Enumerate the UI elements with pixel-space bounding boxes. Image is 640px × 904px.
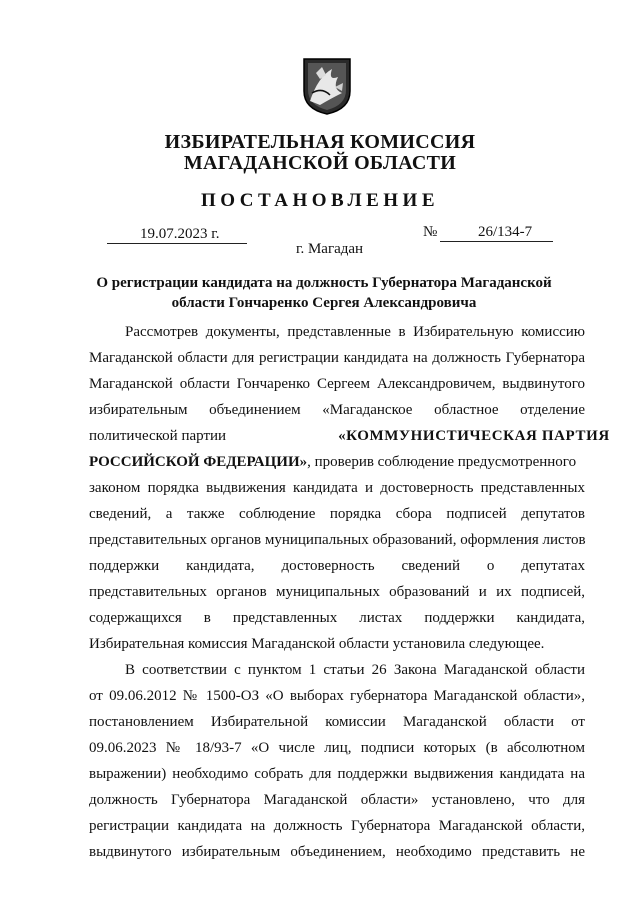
paragraph-line: выдвинутого избирательным объединением, необходимо представить не: [89, 844, 585, 860]
paragraph-line: регистрации кандидата на должность Губернатора Магаданской области,: [89, 818, 585, 834]
commission-name-line1: ИЗБИРАТЕЛЬНАЯ КОМИССИЯ: [164, 131, 476, 153]
city-label: г. Магадан: [296, 241, 364, 257]
commission-name-line2: МАГАДАНСКОЙ ОБЛАСТИ: [183, 152, 457, 174]
party-name-bold: РОССИЙСКОЙ ФЕДЕРАЦИИ»: [89, 454, 308, 470]
subject-line: О регистрации кандидата на должность Губернатора Магаданской: [96, 275, 552, 291]
paragraph-line: [89, 452, 585, 472]
document-date: 19.07.2023 г.: [140, 226, 220, 242]
paragraph-line: избирательным объединением «Магаданское областное отделение: [89, 402, 585, 418]
document-type-title: ПОСТАНОВЛЕНИЕ: [200, 190, 440, 211]
document-subject: [60, 273, 588, 313]
paragraph-text: политической партии: [89, 428, 227, 444]
paragraph-line: от 09.06.2012 № 1500-ОЗ «О выборах губернатора Магаданской области»,: [89, 688, 585, 704]
paragraph-line: Избирательная комиссия Магаданской области установила следующее.: [89, 636, 545, 652]
paragraph-line: представительных органов муниципальных образований и их подписей,: [89, 584, 585, 600]
number-underline: [440, 241, 553, 242]
paragraph-line: Рассмотрев документы, представленные в Избирательную комиссию: [125, 324, 585, 340]
paragraph-line: В соответствии с пунктом 1 статьи 26 Закона Магаданской области: [125, 662, 585, 678]
party-name-bold: «КОММУНИСТИЧЕСКАЯ ПАРТИЯ: [338, 428, 610, 444]
paragraph-line: постановлением Избирательной комиссии Магаданской области от: [89, 714, 585, 730]
paragraph-line: содержащихся в представленных листах поддержки кандидата,: [89, 610, 585, 626]
number-field: [440, 224, 553, 242]
paragraph-line: [89, 426, 610, 446]
paragraph-line: Магаданской области Гончаренко Сергеем Александровичем, выдвинутого: [89, 376, 585, 392]
paragraph-line: выражении) необходимо собрать для поддержки выдвижения кандидата на: [89, 766, 585, 782]
date-underline: [107, 243, 247, 244]
document-number: 26/134-7: [478, 224, 533, 240]
paragraph-line: законом порядка выдвижения кандидата и достоверность представленных: [89, 480, 585, 496]
paragraph-line: поддержки кандидата, достоверность сведений о депутатах: [89, 558, 585, 574]
number-label: №: [423, 224, 438, 240]
paragraph-text: , проверив соблюдение предусмотренного: [307, 454, 577, 470]
subject-line: области Гончаренко Сергея Александровича: [171, 295, 477, 311]
paragraph-line: должность Губернатора Магаданской области» установлено, что для: [89, 792, 585, 808]
paragraph-line: представительных органов муниципальных образований, оформления листов: [89, 532, 586, 548]
paragraph-line: сведений, а также соблюдение порядка сбора подписей депутатов: [89, 506, 585, 522]
date-field: [107, 226, 247, 244]
paragraph-line: 09.06.2023 № 18/93-7 «О числе лиц, подписи которых (в абсолютном: [89, 740, 585, 756]
paragraph-line: Магаданской области для регистрации кандидата на должность Губернатора: [89, 350, 585, 366]
coat-of-arms-emblem: [302, 57, 352, 115]
